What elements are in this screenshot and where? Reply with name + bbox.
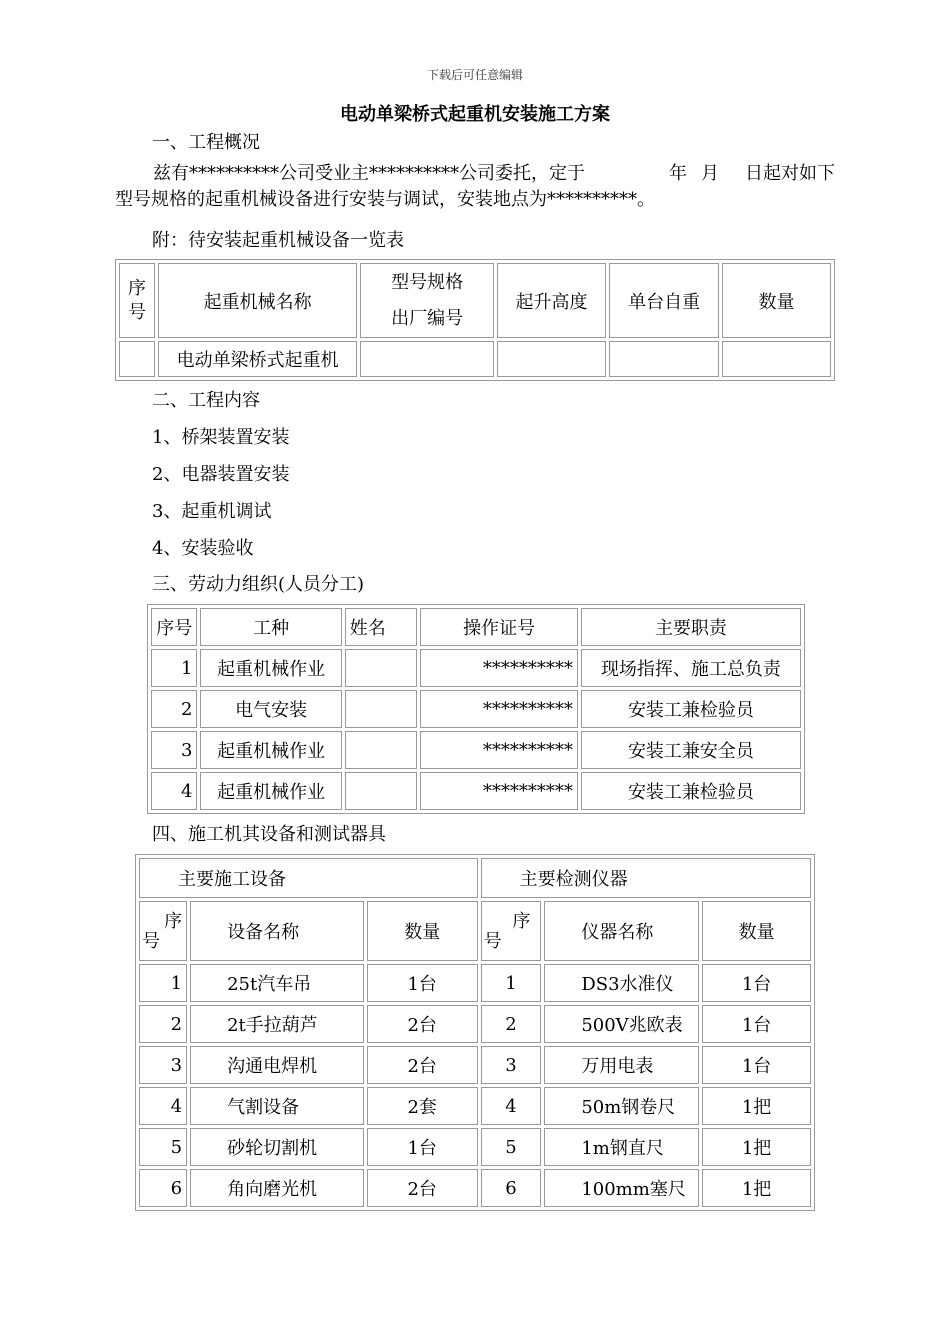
t1-header-lift-height: 起升高度 — [497, 263, 607, 338]
t2-cell-cert: ********** — [420, 772, 577, 810]
t3-right-name-header: 仪器名称 — [544, 901, 699, 961]
labor-table — [147, 604, 805, 814]
table-row — [139, 1046, 811, 1084]
table-row — [139, 1005, 811, 1043]
t1-header-model-spec: 型号规格 — [391, 271, 464, 293]
t2-cell-cert: ********** — [420, 649, 577, 687]
t3-cell-equipment-qty: 1台 — [367, 1128, 478, 1166]
t3-cell-seq: 2 — [139, 1005, 187, 1043]
t3-cell-equipment-qty: 2台 — [367, 1046, 478, 1084]
t2-cell-duty: 安装工兼检验员 — [581, 690, 801, 728]
t2-cell-name — [345, 690, 418, 728]
t3-cell-instrument-qty: 1把 — [702, 1169, 811, 1207]
t3-right-title: 主要检测仪器 — [481, 858, 811, 898]
t3-cell-instrument-qty: 1把 — [702, 1087, 811, 1125]
t3-cell-equipment: 砂轮切割机 — [190, 1128, 364, 1166]
t3-cell-instrument-qty: 1台 — [702, 964, 811, 1002]
t2-cell-seq: 1 — [151, 649, 197, 687]
paragraph-text-2: 日起对如下型号规格的起重机械设备进行安装与调试，安装地点为**********。 — [115, 163, 835, 210]
t2-cell-name — [345, 649, 418, 687]
t1-cell-quantity — [722, 341, 831, 377]
t2-cell-seq: 2 — [151, 690, 197, 728]
table-row — [151, 690, 801, 728]
t3-right-seq-header — [481, 901, 542, 961]
t3-cell-instrument: 500V兆欧表 — [544, 1005, 699, 1043]
t3-cell-seq: 4 — [139, 1087, 187, 1125]
list-item: 3、起重机调试 — [152, 501, 272, 522]
t3-left-name-header: 设备名称 — [190, 901, 364, 961]
t2-cell-duty: 安装工兼检验员 — [581, 772, 801, 810]
t3-cell-seq: 5 — [481, 1128, 542, 1166]
table-row — [139, 1128, 811, 1166]
table-row — [139, 1169, 811, 1207]
t3-right-qty-header: 数量 — [702, 901, 811, 961]
t2-header-trade: 工种 — [200, 608, 341, 646]
table-row — [139, 964, 811, 1002]
t2-cell-trade: 起重机械作业 — [200, 731, 341, 769]
t2-header-seq: 序号 — [151, 608, 197, 646]
list-item: 2、电器装置安装 — [152, 464, 290, 485]
equipment-list-table — [115, 259, 835, 381]
t3-cell-instrument-qty: 1台 — [702, 1046, 811, 1084]
paragraph-month: 月 — [701, 163, 719, 184]
t3-cell-seq: 5 — [139, 1128, 187, 1166]
t3-cell-equipment-qty: 1台 — [367, 964, 478, 1002]
table-row — [151, 649, 801, 687]
t3-cell-equipment-qty: 2台 — [367, 1169, 478, 1207]
list-item: 1、桥架装置安装 — [152, 427, 290, 448]
header-note: 下载后可任意编辑 — [426, 68, 523, 82]
t3-cell-seq: 1 — [139, 964, 187, 1002]
t2-cell-trade: 起重机械作业 — [200, 772, 341, 810]
t1-cell-name: 电动单梁桥式起重机 — [158, 341, 358, 377]
t3-cell-instrument: 1m钢直尺 — [544, 1128, 699, 1166]
t3-cell-instrument: 万用电表 — [544, 1046, 699, 1084]
equipment-instrument-table — [135, 854, 815, 1211]
t3-cell-seq: 1 — [481, 964, 542, 1002]
seq-bottom: 号 — [142, 931, 160, 952]
t1-header-model — [360, 263, 493, 338]
t1-header-unit-weight: 单台自重 — [609, 263, 719, 338]
t2-cell-duty: 现场指挥、施工总负责 — [581, 649, 801, 687]
appendix-label: 附：待安装起重机械设备一览表 — [152, 230, 404, 251]
paragraph-year: 年 — [669, 163, 687, 184]
table-row — [139, 1087, 811, 1125]
t3-cell-seq: 2 — [481, 1005, 542, 1043]
t1-header-serial: 出厂编号 — [391, 307, 464, 329]
t3-cell-instrument: 100mm塞尺 — [544, 1169, 699, 1207]
table-row — [151, 731, 801, 769]
t3-cell-equipment-qty: 2台 — [367, 1005, 478, 1043]
t2-cell-cert: ********** — [420, 690, 577, 728]
section-1-heading: 一、工程概况 — [152, 132, 260, 153]
seq-top: 序 — [512, 911, 531, 932]
t3-cell-instrument-qty: 1把 — [702, 1128, 811, 1166]
t3-cell-seq: 6 — [139, 1169, 187, 1207]
t3-left-qty-header: 数量 — [367, 901, 478, 961]
t2-cell-seq: 3 — [151, 731, 197, 769]
t2-cell-trade: 电气安装 — [200, 690, 341, 728]
t3-left-title: 主要施工设备 — [139, 858, 478, 898]
t2-cell-duty: 安装工兼安全员 — [581, 731, 801, 769]
t3-cell-instrument: 50m钢卷尺 — [544, 1087, 699, 1125]
t3-cell-equipment: 角向磨光机 — [190, 1169, 364, 1207]
t1-cell-unit-weight — [609, 341, 719, 377]
t3-cell-equipment-qty: 2套 — [367, 1087, 478, 1125]
t2-cell-cert: ********** — [420, 731, 577, 769]
t2-header-cert: 操作证号 — [420, 608, 577, 646]
t2-cell-seq: 4 — [151, 772, 197, 810]
t2-cell-name — [345, 772, 418, 810]
seq-top: 序 — [164, 911, 183, 932]
t3-cell-seq: 3 — [139, 1046, 187, 1084]
t1-cell-lift-height — [497, 341, 607, 377]
table-row — [151, 772, 801, 810]
t3-cell-equipment: 沟通电焊机 — [190, 1046, 364, 1084]
t2-header-name: 姓名 — [345, 608, 418, 646]
t3-cell-equipment: 2t手拉葫芦 — [190, 1005, 364, 1043]
section-2-heading: 二、工程内容 — [152, 390, 260, 411]
section-3-heading: 三、劳动力组织(人员分工) — [152, 574, 365, 595]
t3-cell-seq: 6 — [481, 1169, 542, 1207]
t3-cell-instrument-qty: 1台 — [702, 1005, 811, 1043]
paragraph-text-1: 兹有**********公司受业主**********公司委托，定于 — [153, 163, 585, 184]
t1-header-name: 起重机械名称 — [158, 263, 358, 338]
t3-left-seq-header — [139, 901, 187, 961]
t3-cell-instrument: DS3水准仪 — [544, 964, 699, 1002]
t2-header-duty: 主要职责 — [581, 608, 801, 646]
t1-header-quantity: 数量 — [722, 263, 831, 338]
seq-bottom: 号 — [483, 931, 502, 952]
document-title: 电动单梁桥式起重机安装施工方案 — [340, 104, 610, 125]
t3-cell-seq: 3 — [481, 1046, 542, 1084]
t3-cell-equipment: 25t汽车吊 — [190, 964, 364, 1002]
t1-header-seq: 序号 — [119, 263, 155, 338]
t3-cell-equipment: 气割设备 — [190, 1087, 364, 1125]
section-1-paragraph — [115, 161, 840, 213]
t3-cell-seq: 4 — [481, 1087, 542, 1125]
t2-cell-trade: 起重机械作业 — [200, 649, 341, 687]
t1-cell-model — [360, 341, 493, 377]
t1-cell-seq — [119, 341, 155, 377]
t2-cell-name — [345, 731, 418, 769]
section-4-heading: 四、施工机其设备和测试器具 — [152, 824, 386, 845]
list-item: 4、安装验收 — [152, 538, 254, 559]
